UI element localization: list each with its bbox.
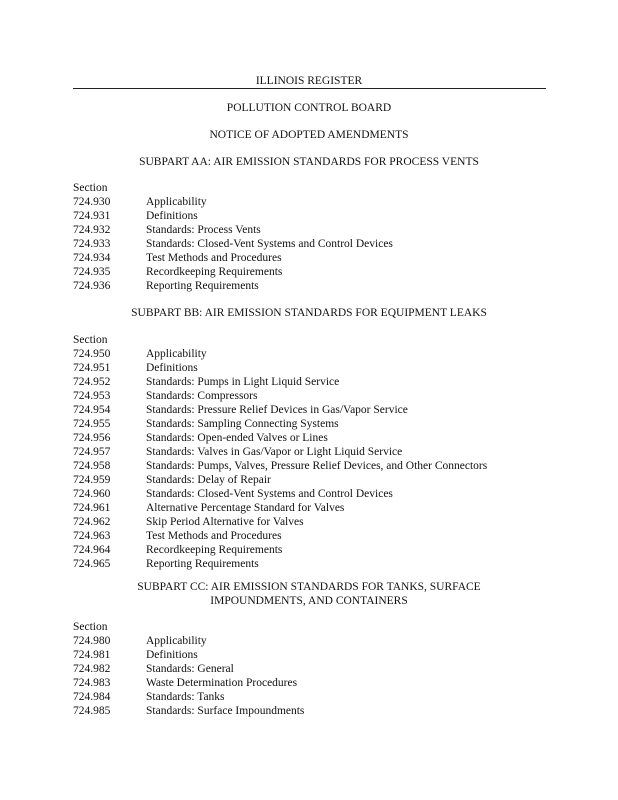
notice-title: NOTICE OF ADOPTED AMENDMENTS [209, 129, 409, 141]
section-number: 724.982 [73, 663, 111, 675]
section-number: 724.931 [73, 210, 111, 222]
section-title: Standards: Pressure Relief Devices in Gas/Vapor Service [146, 404, 408, 416]
section-number: 724.934 [73, 252, 111, 264]
section-title: Standards: Open-ended Valves or Lines [146, 432, 328, 444]
section-number: 724.965 [73, 558, 111, 570]
section-title: Standards: Tanks [146, 691, 225, 703]
subpart-bb-sections [73, 333, 553, 571]
section-row [73, 389, 553, 403]
section-number: 724.960 [73, 488, 111, 500]
section-title: Reporting Requirements [146, 280, 259, 292]
section-number: 724.953 [73, 390, 111, 402]
section-title: Standards: Compressors [146, 390, 258, 402]
section-row [73, 704, 553, 718]
section-number: 724.958 [73, 460, 111, 472]
section-number: 724.956 [73, 432, 111, 444]
section-row [73, 417, 553, 431]
section-row [73, 431, 553, 445]
subpart-cc-heading [0, 580, 618, 608]
subpart-heading-line: IMPOUNDMENTS, AND CONTAINERS [210, 595, 408, 607]
subpart-heading-line: SUBPART AA: AIR EMISSION STANDARDS FOR PROCESS VENTS [139, 156, 479, 168]
section-row [73, 195, 553, 209]
section-title: Recordkeeping Requirements [146, 544, 283, 556]
subpart-bb-heading [0, 306, 618, 320]
section-number: 724.950 [73, 348, 111, 360]
section-number: 724.932 [73, 224, 111, 236]
section-title: Recordkeeping Requirements [146, 266, 283, 278]
section-title: Standards: Delay of Repair [146, 474, 271, 486]
section-number: 724.935 [73, 266, 111, 278]
section-number: 724.981 [73, 649, 111, 661]
section-number: 724.955 [73, 418, 111, 430]
section-row [73, 459, 553, 473]
section-row [73, 223, 553, 237]
section-row [73, 543, 553, 557]
section-title: Test Methods and Procedures [146, 252, 282, 264]
section-number: 724.954 [73, 404, 111, 416]
section-row [73, 265, 553, 279]
section-number: 724.957 [73, 446, 111, 458]
section-label: Section [73, 334, 108, 346]
section-row [73, 237, 553, 251]
section-title: Definitions [146, 362, 198, 374]
section-title: Definitions [146, 210, 198, 222]
section-number: 724.983 [73, 677, 111, 689]
section-title: Applicability [146, 635, 207, 647]
board-title: POLLUTION CONTROL BOARD [226, 102, 392, 114]
register-title: ILLINOIS REGISTER [255, 75, 363, 87]
section-label: Section [73, 182, 108, 194]
section-row [73, 515, 553, 529]
section-row [73, 487, 553, 501]
section-number: 724.961 [73, 502, 111, 514]
section-title: Definitions [146, 649, 198, 661]
section-number: 724.959 [73, 474, 111, 486]
header-rule [73, 88, 546, 89]
section-row [73, 445, 553, 459]
section-row [73, 279, 553, 293]
section-number: 724.930 [73, 196, 111, 208]
subpart-aa-heading [0, 155, 618, 169]
section-number: 724.962 [73, 516, 111, 528]
section-title: Applicability [146, 348, 207, 360]
section-row [73, 251, 553, 265]
section-title: Test Methods and Procedures [146, 530, 282, 542]
section-title: Standards: Pumps, Valves, Pressure Relief Devices, and Other Connectors [146, 460, 488, 472]
section-row [73, 662, 553, 676]
subpart-cc-sections [73, 620, 553, 718]
section-row [73, 347, 553, 361]
section-title: Standards: Surface Impoundments [146, 705, 305, 717]
section-title: Alternative Percentage Standard for Valves [146, 502, 345, 514]
section-row [73, 634, 553, 648]
section-label: Section [73, 621, 108, 633]
section-number: 724.936 [73, 280, 111, 292]
section-title: Standards: Pumps in Light Liquid Service [146, 376, 340, 388]
section-title: Waste Determination Procedures [146, 677, 298, 689]
section-row [73, 403, 553, 417]
section-row [73, 361, 553, 375]
section-title: Skip Period Alternative for Valves [146, 516, 304, 528]
section-row [73, 473, 553, 487]
section-number: 724.952 [73, 376, 111, 388]
section-row [73, 375, 553, 389]
section-title: Standards: General [146, 663, 234, 675]
section-title: Standards: Closed-Vent Systems and Control Devices [146, 238, 393, 250]
section-row [73, 557, 553, 571]
section-title: Reporting Requirements [146, 558, 259, 570]
subpart-aa-sections [73, 181, 553, 293]
section-row [73, 676, 553, 690]
section-title: Standards: Sampling Connecting Systems [146, 418, 339, 430]
section-title: Standards: Process Vents [146, 224, 261, 236]
section-row [73, 501, 553, 515]
section-number: 724.984 [73, 691, 111, 703]
section-row [73, 209, 553, 223]
section-row [73, 690, 553, 704]
section-number: 724.964 [73, 544, 111, 556]
section-number: 724.951 [73, 362, 111, 374]
section-title: Standards: Valves in Gas/Vapor or Light Liquid Service [146, 446, 403, 458]
section-number: 724.963 [73, 530, 111, 542]
subpart-heading-line: SUBPART CC: AIR EMISSION STANDARDS FOR TANKS, SURFACE [137, 581, 481, 593]
section-number: 724.933 [73, 238, 111, 250]
section-row [73, 529, 553, 543]
subpart-heading-line: SUBPART BB: AIR EMISSION STANDARDS FOR EQUIPMENT LEAKS [131, 307, 487, 319]
section-title: Standards: Closed-Vent Systems and Control Devices [146, 488, 393, 500]
section-title: Applicability [146, 196, 207, 208]
section-row [73, 648, 553, 662]
section-number: 724.980 [73, 635, 111, 647]
section-number: 724.985 [73, 705, 111, 717]
